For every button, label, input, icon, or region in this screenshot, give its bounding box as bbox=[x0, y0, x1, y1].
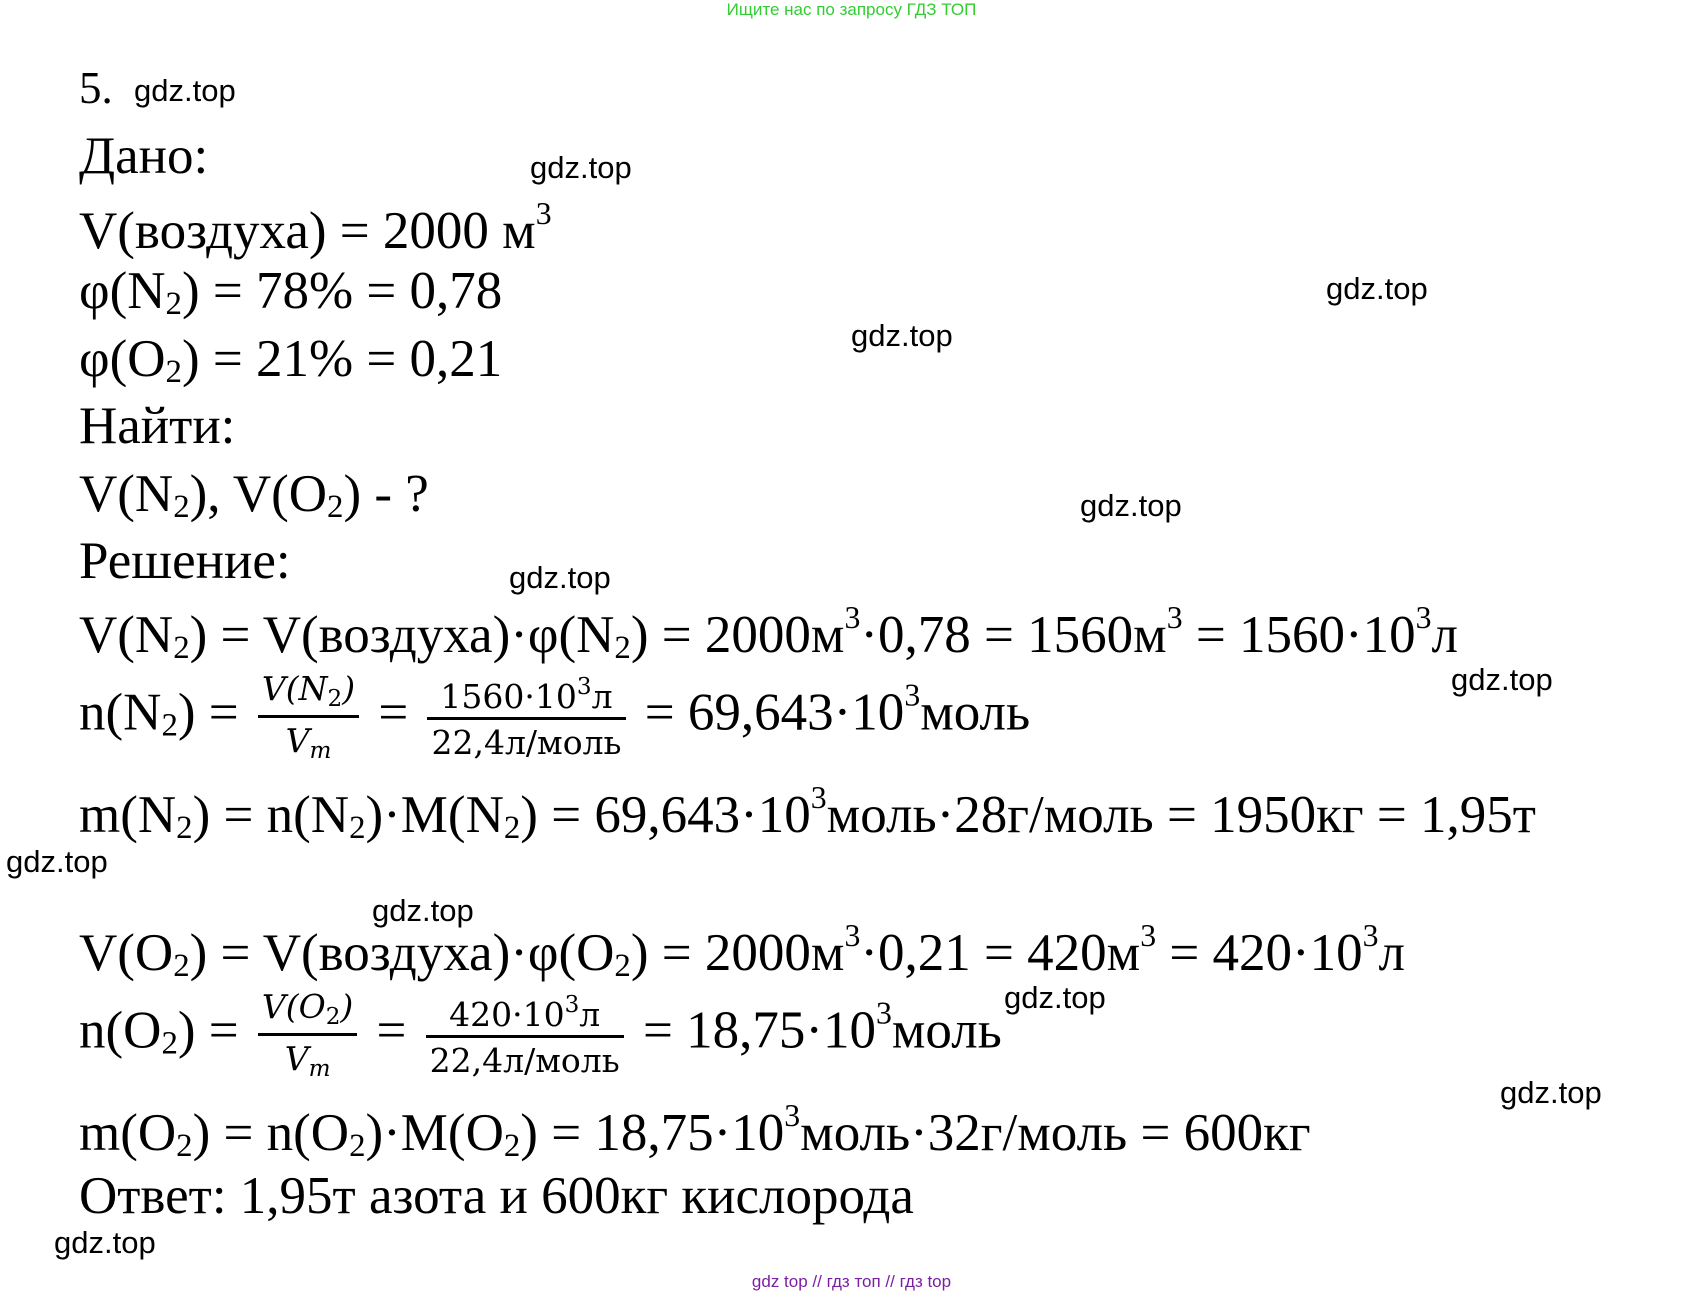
watermark: gdz.top bbox=[1451, 662, 1553, 697]
fraction-volume-over-molar-volume: $\frac{V(N_2)}{V_m}$ bbox=[258, 672, 359, 763]
moles-o2-equation: $n(O_2)$ = $\frac{V(O_2)}{V_m}$ = $\frac{420\cdot 10^3л}{\text{22,4л/моль}}$ = $18,75\cdot 10^3моль$ bbox=[79, 987, 1002, 1082]
footer-links[interactable]: gdz top // гдз топ // гдз top bbox=[751, 1272, 952, 1291]
fraction-numeric: $\frac{1560\cdot 10^3л}{\text{22,4л/моль}}$ bbox=[427, 676, 625, 759]
fraction-numeric: $\frac{420\cdot 10^3л}{\text{22,4л/моль}}$ bbox=[426, 994, 624, 1077]
watermark: gdz.top bbox=[372, 893, 474, 928]
given-phi-n2: $\varphi(N_2) = 78\% = 0,78$ bbox=[79, 262, 503, 322]
watermark: gdz.top bbox=[1080, 488, 1182, 523]
mass-n2-equation: $m(N_2) = n(N_2)\cdot M(N_2)$ = $69,643\cdot 10^3моль\cdot 28г$/моль = 1950кг = 1,95т bbox=[79, 780, 1536, 846]
watermark: gdz.top bbox=[1326, 271, 1428, 306]
search-banner[interactable]: Ищите нас по запросу ГДЗ ТОП bbox=[726, 0, 977, 19]
watermark: gdz.top bbox=[509, 560, 611, 595]
given-label: Дано: bbox=[79, 127, 209, 185]
find-label: Найти: bbox=[79, 397, 236, 455]
watermark: gdz.top bbox=[530, 150, 632, 185]
find-values: $V(N_2)$, $V(O_2)$ - ? bbox=[79, 465, 429, 525]
fraction-volume-over-molar-volume: $\frac{V(O_2)}{V_m}$ bbox=[258, 990, 357, 1081]
watermark: gdz.top bbox=[1004, 980, 1106, 1015]
answer: Ответ: 1,95т азота и 600кг кислорода bbox=[79, 1167, 914, 1225]
moles-n2-equation: $n(N_2)$ = $\frac{V(N_2)}{V_m}$ = $\frac{1560\cdot 10^3л}{\text{22,4л/моль}}$ = $69,643\cdot 10^3моль$ bbox=[79, 669, 1031, 764]
watermark: gdz.top bbox=[54, 1225, 156, 1260]
watermark: gdz.top bbox=[851, 318, 953, 353]
volume-n2-equation: $V(N_2)$ = $V(воздуха)\cdot\varphi(N_2) = 2000м^3\cdot 0,78 = 1560м^3 = 1560\cdot 10^3л$ bbox=[79, 600, 1458, 666]
given-phi-o2: $\varphi(O_2) = 21\% = 0,21$ bbox=[79, 330, 503, 390]
watermark: gdz.top bbox=[1500, 1075, 1602, 1110]
watermark: gdz.top bbox=[134, 73, 236, 108]
watermark: gdz.top bbox=[6, 844, 108, 879]
volume-o2-equation: $V(O_2)$ = $V(воздуха)\cdot\varphi(O_2) = 2000м^3\cdot 0,21 = 420м^3 = 420\cdot 10^3л$ bbox=[79, 918, 1405, 984]
solution-label: Решение: bbox=[79, 532, 291, 590]
given-volume-air: V(воздуха) = 2000 $м^3$ bbox=[79, 196, 552, 260]
task-number: 5. bbox=[79, 63, 113, 113]
mass-o2-equation: $m(O_2) = n(O_2)\cdot M(O_2)$ = $18,75\cdot 10^3моль\cdot 32г$/моль = 600кг bbox=[79, 1098, 1311, 1164]
